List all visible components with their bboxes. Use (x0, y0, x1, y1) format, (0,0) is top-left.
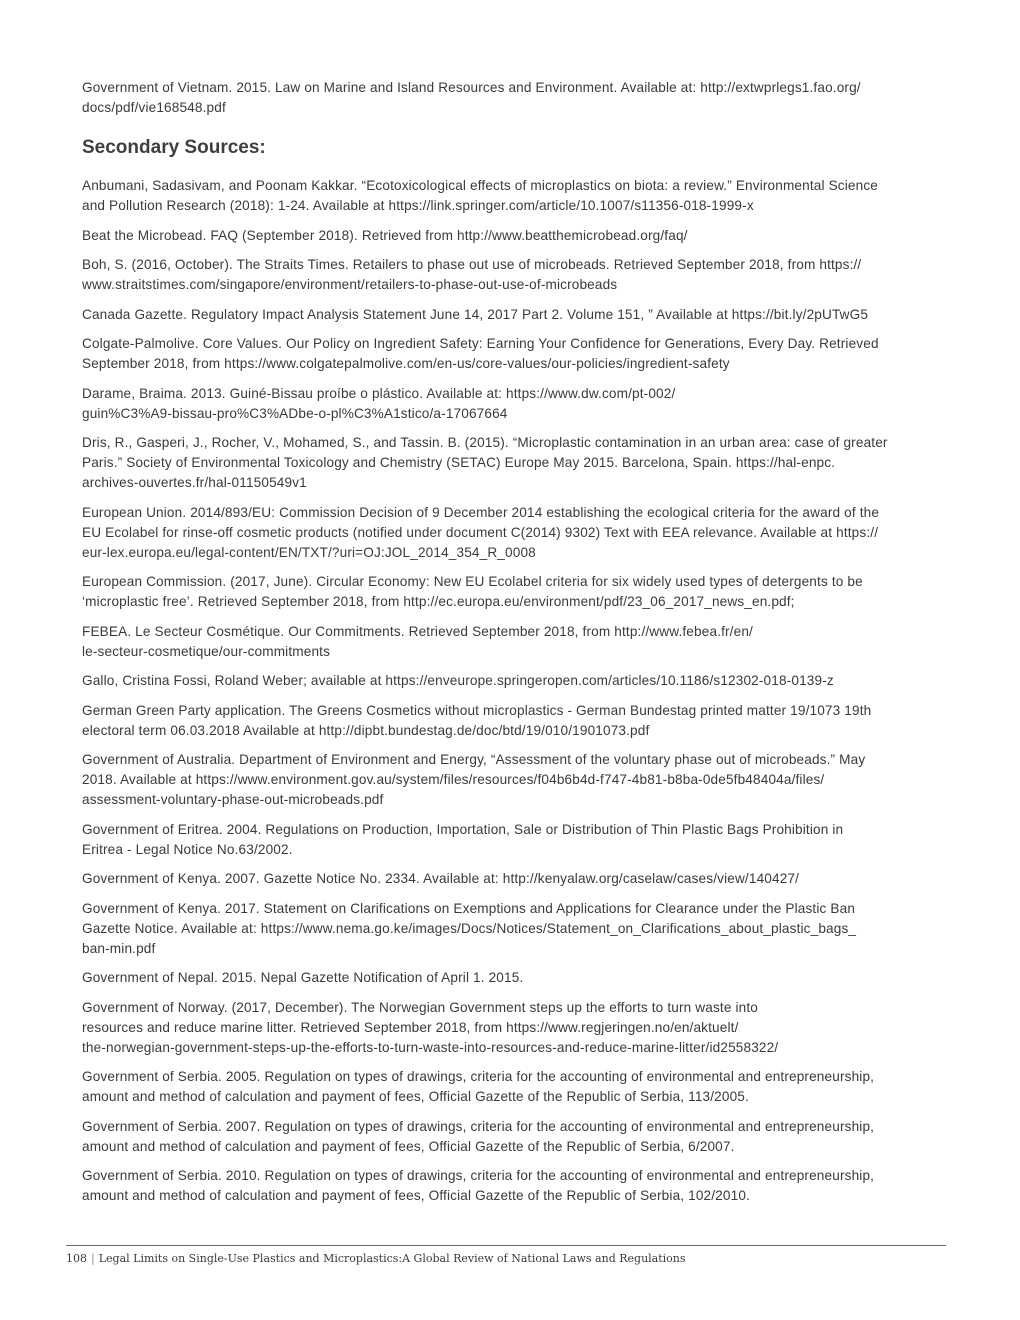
reference-line: Government of Serbia. 2007. Regulation on types of drawings, criteria for the accounting of environmental and entrepreneurship, (82, 1118, 875, 1134)
document-title: Legal Limits on Single-Use Plastics and Microplastics:A Global Review of National Laws and Regulations (98, 1252, 686, 1265)
reference-line: Gallo, Cristina Fossi, Roland Weber; available at https://enveurope.springeropen.com/articles/10.1186/s12302-018-0139-z (82, 673, 834, 688)
reference-line: Government of Australia. Department of Environment and Energy, “Assessment of the voluntary phase out of microbeads.” May (82, 752, 866, 767)
page-number: 108 (66, 1252, 87, 1265)
reference-line: Darame, Braima. 2013. Guiné-Bissau proíbe o plástico. Available at: https://www.dw.com/pt-002/ (82, 385, 676, 401)
reference-line: ban-min.pdf (82, 940, 156, 956)
reference-line: Colgate-Palmolive. Core Values. Our Policy on Ingredient Safety: Earning Your Confidence for Generations, Every Day. Retrieved (82, 336, 879, 351)
reference-entry (82, 998, 944, 1058)
reference-entry (82, 433, 944, 493)
reference-entry (82, 384, 944, 424)
reference-entry (82, 899, 944, 959)
reference-entry (82, 1117, 944, 1157)
reference-line: ‘microplastic free’. Retrieved September 2018, from http://ec.europa.eu/environment/pdf/23_06_2017_news_en.pdf; (82, 594, 795, 609)
reference-vietnam (82, 78, 944, 118)
reference-line: guin%C3%A9-bissau-pro%C3%ADbe-o-pl%C3%A1stico/a-17067664 (82, 405, 508, 421)
reference-entry (82, 820, 944, 860)
reference-entry (82, 701, 944, 741)
reference-line: Boh, S. (2016, October). The Straits Times. Retailers to phase out use of microbeads. Retrieved September 2018, from https:// (82, 257, 862, 272)
reference-entry (82, 305, 944, 325)
reference-entry (82, 671, 944, 691)
reference-line: Government of Serbia. 2005. Regulation on types of drawings, criteria for the accounting of environmental and entrepreneurship, (82, 1069, 875, 1084)
reference-line: assessment-voluntary-phase-out-microbeads.pdf (82, 792, 384, 807)
section-heading-secondary-sources: Secondary Sources: (82, 137, 266, 158)
reference-line: Government of Nepal. 2015. Nepal Gazette Notification of April 1. 2015. (82, 970, 524, 985)
footer-divider (66, 1245, 946, 1246)
reference-line: amount and method of calculation and payment of fees, Official Gazette of the Republic of Serbia, 102/2010. (82, 1188, 750, 1203)
reference-line: Canada Gazette. Regulatory Impact Analysis Statement June 14, 2017 Part 2. Volume 151, ” Available at https://bit.ly/2pUTwG5 (82, 306, 869, 322)
reference-line: Anbumani, Sadasivam, and Poonam Kakkar. “Ecotoxicological effects of microplastics on biota: a review.” Environmental Science (82, 178, 878, 193)
reference-entry (82, 503, 944, 563)
reference-line: Government of Kenya. 2017. Statement on Clarifications on Exemptions and Applications for Clearance under the Plastic Ban (82, 900, 856, 916)
reference-entry (82, 968, 944, 988)
reference-line: EU Ecolabel for rinse-off cosmetic products (notified under document C(2014) 9302) Text with EEA relevance. Available at https:// (82, 524, 879, 540)
reference-line: www.straitstimes.com/singapore/environment/retailers-to-phase-out-use-of-microbeads (82, 277, 618, 292)
reference-line: Beat the Microbead. FAQ (September 2018). Retrieved from http://www.beatthemicrobead.org/faq/ (82, 227, 688, 243)
reference-line: FEBEA. Le Secteur Cosmétique. Our Commitments. Retrieved September 2018, from http://www.febea.fr/en/ (82, 623, 753, 639)
reference-entry (82, 226, 944, 246)
reference-entry (82, 176, 944, 216)
reference-entry (82, 255, 944, 295)
reference-line: and Pollution Research (2018): 1-24. Available at https://link.springer.com/article/10.1007/s11356-018-1999-x (82, 198, 754, 213)
reference-line: Eritrea - Legal Notice No.63/2002. (82, 841, 293, 857)
reference-entry (82, 1166, 944, 1206)
reference-entry (82, 869, 944, 889)
reference-line: Government of Kenya. 2007. Gazette Notice No. 2334. Available at: http://kenyalaw.org/caselaw/cases/view/140427/ (82, 871, 800, 886)
secondary-sources-list (82, 176, 944, 1206)
reference-line: Government of Serbia. 2010. Regulation on types of drawings, criteria for the accounting of environmental and entrepreneurship, (82, 1168, 875, 1183)
reference-line: Government of Vietnam. 2015. Law on Marine and Island Resources and Environment. Available at: http://extwprlegs1.fao.org/ (82, 80, 861, 95)
footer-separator: | (91, 1252, 95, 1265)
reference-line: Paris.” Society of Environmental Toxicology and Chemistry (SETAC) Europe May 2015. Barcelona, Spain. https://hal-enpc. (82, 455, 836, 470)
reference-line: European Union. 2014/893/EU: Commission Decision of 9 December 2014 establishing the ecological criteria for the award of the (82, 504, 880, 520)
reference-line: le-secteur-cosmetique/our-commitments (82, 643, 331, 659)
reference-entry (82, 572, 944, 612)
reference-line: Gazette Notice. Available at: https://www.nema.go.ke/images/Docs/Notices/Statement_on_Clarifications_about_plastic_bags_ (82, 920, 857, 936)
reference-line: eur-lex.europa.eu/legal-content/EN/TXT/?uri=OJ:JOL_2014_354_R_0008 (82, 544, 536, 560)
reference-line: amount and method of calculation and payment of fees, Official Gazette of the Republic of Serbia, 6/2007. (82, 1138, 735, 1154)
page-footer (66, 1252, 686, 1265)
references-content (82, 78, 944, 1216)
reference-line: September 2018, from https://www.colgatepalmolive.com/en-us/core-values/our-policies/ingredient-safety (82, 356, 730, 371)
reference-line: electoral term 06.03.2018 Available at http://dipbt.bundestag.de/doc/btd/19/010/1901073.pdf (82, 722, 650, 738)
reference-entry (82, 622, 944, 662)
reference-line: amount and method of calculation and payment of fees, Official Gazette of the Republic of Serbia, 113/2005. (82, 1089, 749, 1104)
reference-line: Dris, R., Gasperi, J., Rocher, V., Mohamed, S., and Tassin. B. (2015). “Microplastic contamination in an urban area: case of greater (82, 435, 888, 450)
reference-line: European Commission. (2017, June). Circular Economy: New EU Ecolabel criteria for six widely used types of detergents to be (82, 574, 863, 589)
reference-line: German Green Party application. The Greens Cosmetics without microplastics - German Bundestag printed matter 19/1073 19th (82, 702, 872, 718)
reference-line: archives-ouvertes.fr/hal-01150549v1 (82, 475, 307, 490)
reference-line: the-norwegian-government-steps-up-the-efforts-to-turn-waste-into-resources-and-reduce-marine-litter/id2558322/ (82, 1039, 779, 1055)
reference-line: resources and reduce marine litter. Retrieved September 2018, from https://www.regjeringen.no/en/aktuelt/ (82, 1019, 739, 1035)
reference-line: Government of Eritrea. 2004. Regulations on Production, Importation, Sale or Distribution of Thin Plastic Bags Prohibition in (82, 821, 844, 837)
reference-entry (82, 334, 944, 374)
reference-entry (82, 1067, 944, 1107)
reference-line: 2018. Available at https://www.environment.gov.au/system/files/resources/f04b6b4d-f747-4b81-b8ba-0de5fb48404a/files/ (82, 772, 825, 787)
reference-line: Government of Norway. (2017, December). The Norwegian Government steps up the efforts to turn waste into (82, 999, 758, 1015)
reference-line: docs/pdf/vie168548.pdf (82, 100, 226, 115)
reference-entry (82, 750, 944, 810)
